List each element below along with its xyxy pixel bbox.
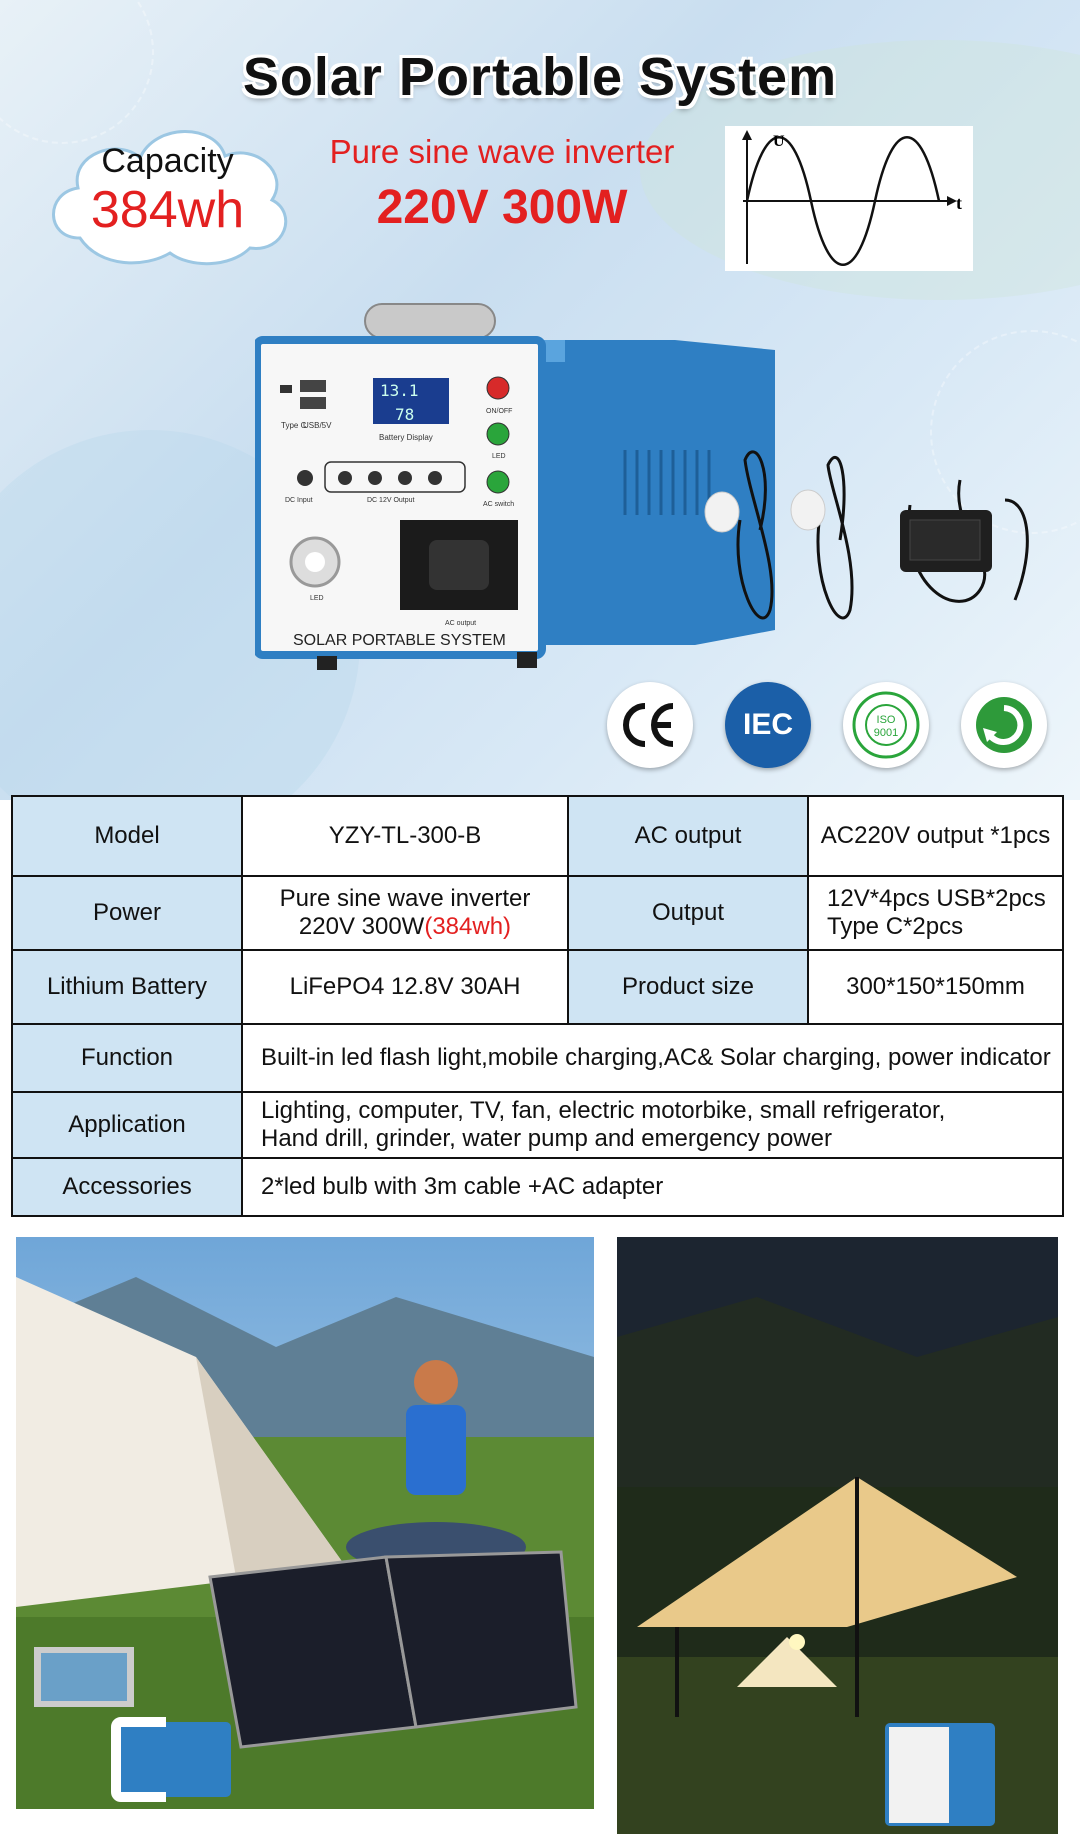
spec-value-model: YZY-TL-300-B (242, 796, 568, 876)
lcd-voltage: 13.1 (380, 381, 419, 400)
recycle-icon (961, 682, 1047, 768)
spec-value-size: 300*150*150mm (808, 950, 1063, 1024)
accessories-illustration (700, 440, 1040, 650)
spec-value-function: Built-in led flash light,mobile charging,AC& Solar charging, power indicator (242, 1024, 1063, 1092)
spec-table (11, 795, 1064, 1217)
spec-label-ac-output: AC output (568, 796, 808, 876)
camping-day-photo (16, 1237, 594, 1809)
axis-t-label: t (956, 193, 962, 213)
spec-label-accessories: Accessories (12, 1158, 242, 1216)
iso-mark-svg (849, 688, 923, 762)
svg-text:9001: 9001 (873, 727, 899, 739)
spec-label-model: Model (12, 796, 242, 876)
camping-night-photo (617, 1237, 1058, 1834)
application-line2: Hand drill, grinder, water pump and emergency power (261, 1125, 832, 1152)
spec-value-battery: LiFePO4 12.8V 30AH (242, 950, 568, 1024)
label-dc-input: DC Input (285, 497, 313, 504)
inverter-rating: 220V 300W (376, 181, 628, 234)
capacity-label: Capacity (101, 142, 234, 180)
label-onoff: ON/OFF (486, 408, 513, 415)
table-row (12, 796, 1063, 876)
axis-u-label: U (773, 133, 785, 150)
label-led: LED (310, 595, 324, 602)
spec-label-application: Application (12, 1092, 242, 1158)
spec-value-accessories: 2*led bulb with 3m cable +AC adapter (242, 1158, 1063, 1216)
label-typec: Type C (281, 421, 307, 430)
table-row (12, 950, 1063, 1024)
power-capacity: (384wh) (424, 913, 512, 940)
label-ac-switch: AC switch (483, 501, 515, 508)
camping-day-illustration (16, 1237, 594, 1809)
output-line2: Type C*2pcs (827, 913, 964, 940)
application-line1: Lighting, computer, TV, fan, electric motorbike, small refrigerator, (261, 1097, 946, 1124)
output-line1: 12V*4pcs USB*2pcs (827, 885, 1046, 912)
recycle-mark-svg (969, 690, 1039, 760)
ce-icon (607, 682, 693, 768)
capacity-value: 384wh (90, 181, 245, 239)
label-usb: USB/5V (303, 421, 332, 430)
sine-wave-graphic (725, 126, 973, 271)
spec-value-ac-output: AC220V output *1pcs (808, 796, 1063, 876)
spec-label-output: Output (568, 876, 808, 950)
iec-icon: IEC (725, 682, 811, 768)
accessories-image (700, 440, 1040, 650)
product-image (255, 300, 775, 680)
power-rating: 220V 300W (298, 913, 425, 940)
camping-night-illustration (617, 1237, 1058, 1834)
table-row (12, 876, 1063, 950)
capacity-badge (40, 118, 295, 266)
iso9001-icon (843, 682, 929, 768)
page-title: Solar Portable System (242, 47, 838, 107)
inverter-type: Pure sine wave inverter (329, 133, 675, 170)
ce-mark-svg (615, 690, 685, 760)
label-battery-display: Battery Display (379, 433, 433, 442)
table-row (12, 1024, 1063, 1092)
spec-value-power (242, 876, 568, 950)
table-row (12, 1092, 1063, 1158)
spec-label-function: Function (12, 1024, 242, 1092)
spec-label-power: Power (12, 876, 242, 950)
power-station-illustration (255, 300, 775, 680)
spec-value-application (242, 1092, 1063, 1158)
label-led-indicator: LED (492, 453, 506, 460)
brand-text: SOLAR PORTABLE SYSTEM (293, 632, 506, 649)
spec-value-output (808, 876, 1063, 950)
svg-text:ISO: ISO (876, 714, 896, 726)
table-row (12, 1158, 1063, 1216)
label-dc-output: DC 12V Output (367, 497, 415, 504)
spec-label-battery: Lithium Battery (12, 950, 242, 1024)
hero-banner (0, 0, 1080, 800)
label-ac-output: AC output (445, 620, 477, 627)
sine-wave-svg (725, 126, 973, 271)
lcd-percent: 78 (395, 405, 415, 424)
power-line1: Pure sine wave inverter (279, 885, 531, 912)
spec-label-size: Product size (568, 950, 808, 1024)
power-line2 (251, 913, 559, 941)
